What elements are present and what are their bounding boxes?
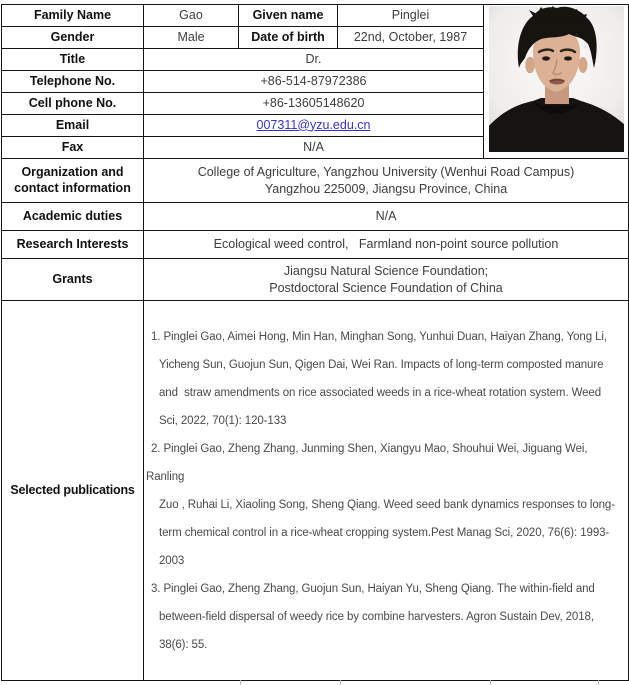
- organization-line-1: College of Agriculture, Yangzhou University (Wenhui Road Campus): [197, 164, 575, 179]
- next-row-divider: [490, 680, 491, 685]
- publication-line: 2003: [159, 555, 185, 567]
- grants-line-1: Jiangsu Natural Science Foundation;: [283, 263, 489, 278]
- publication-line: Ranling: [146, 471, 185, 483]
- next-row-divider: [598, 680, 599, 685]
- profile-table: [1, 4, 629, 681]
- field-value-title: Dr.: [144, 49, 484, 71]
- publication-line: Sci, 2022, 70(1): 120-133: [159, 415, 287, 427]
- field-label-academic-duties: Academic duties: [2, 203, 144, 231]
- field-value-grants: [144, 259, 629, 301]
- profile-photo-image: [489, 6, 624, 152]
- field-label-date-of-birth: Date of birth: [239, 27, 338, 49]
- row-grants: [2, 259, 629, 301]
- row-organization: [2, 159, 629, 203]
- profile-photo: [484, 5, 629, 159]
- field-label-selected-publications: Selected publications: [2, 301, 144, 681]
- publication-line: 38(6): 55.: [159, 639, 208, 651]
- field-label-research-interests: Research Interests: [2, 231, 144, 259]
- publication-line: Yicheng Sun, Guojun Sun, Qigen Dai, Wei Ran. Impacts of long-term composted manure: [159, 359, 604, 371]
- organization-line-2: Yangzhou 225009, Jiangsu Province, China: [264, 181, 508, 196]
- field-label-telephone: Telephone No.: [2, 71, 144, 93]
- field-label-fax: Fax: [2, 137, 144, 159]
- field-value-academic-duties: N/A: [144, 203, 629, 231]
- field-value-research-interests: Ecological weed control, Farmland non-point source pollution: [144, 231, 629, 259]
- publication-line: 1. Pinglei Gao, Aimei Hong, Min Han, Minghan Song, Yunhui Duan, Haiyan Zhang, Yong Li,: [151, 331, 607, 343]
- field-value-date-of-birth: 22nd, October, 1987: [338, 27, 484, 49]
- field-label-organization: Organization and contact information: [2, 159, 144, 203]
- row-selected-publications: [2, 301, 629, 681]
- row-name: [2, 5, 629, 27]
- publication-line: and straw amendments on rice associated weeds in a rice-wheat rotation system. Weed: [159, 387, 602, 399]
- next-row-divider: [340, 680, 341, 685]
- field-label-cell-phone: Cell phone No.: [2, 93, 144, 115]
- next-row-divider: [240, 680, 241, 685]
- field-value-email: [144, 115, 484, 137]
- publication-line: term chemical control in a rice-wheat cropping system.Pest Manag Sci, 2020, 76(6): 1993-: [159, 527, 610, 539]
- grants-line-2: Postdoctoral Science Foundation of China: [269, 280, 503, 295]
- publication-line: 2. Pinglei Gao, Zheng Zhang, Junming Shen, Xiangyu Mao, Shouhui Wei, Jiguang Wei,: [151, 443, 588, 455]
- field-label-grants: Grants: [2, 259, 144, 301]
- publication-line: Zuo , Ruhai Li, Xiaoling Song, Sheng Qiang. Weed seed bank dynamics responses to long-: [159, 499, 615, 511]
- field-value-telephone: +86-514-87972386: [144, 71, 484, 93]
- field-label-given-name: Given name: [239, 5, 338, 27]
- field-label-title: Title: [2, 49, 144, 71]
- field-value-organization: [144, 159, 629, 203]
- field-label-gender: Gender: [2, 27, 144, 49]
- publication-line: between-field dispersal of weedy rice by combine harvesters. Agron Sustain Dev, 2018,: [159, 611, 594, 623]
- row-research-interests: [2, 231, 629, 259]
- field-value-cell-phone: +86-13605148620: [144, 93, 484, 115]
- field-label-email: Email: [2, 115, 144, 137]
- field-value-fax: N/A: [144, 137, 484, 159]
- email-link[interactable]: 007311@yzu.edu.cn: [256, 117, 371, 132]
- row-academic-duties: [2, 203, 629, 231]
- field-value-gender: Male: [144, 27, 239, 49]
- field-label-family-name: Family Name: [2, 5, 144, 27]
- publication-line: 3. Pinglei Gao, Zheng Zhang, Guojun Sun, Haiyan Yu, Sheng Qiang. The within-field and: [151, 583, 595, 595]
- field-value-given-name: Pinglei: [338, 5, 484, 27]
- field-value-family-name: Gao: [144, 5, 239, 27]
- field-value-selected-publications: [144, 301, 629, 681]
